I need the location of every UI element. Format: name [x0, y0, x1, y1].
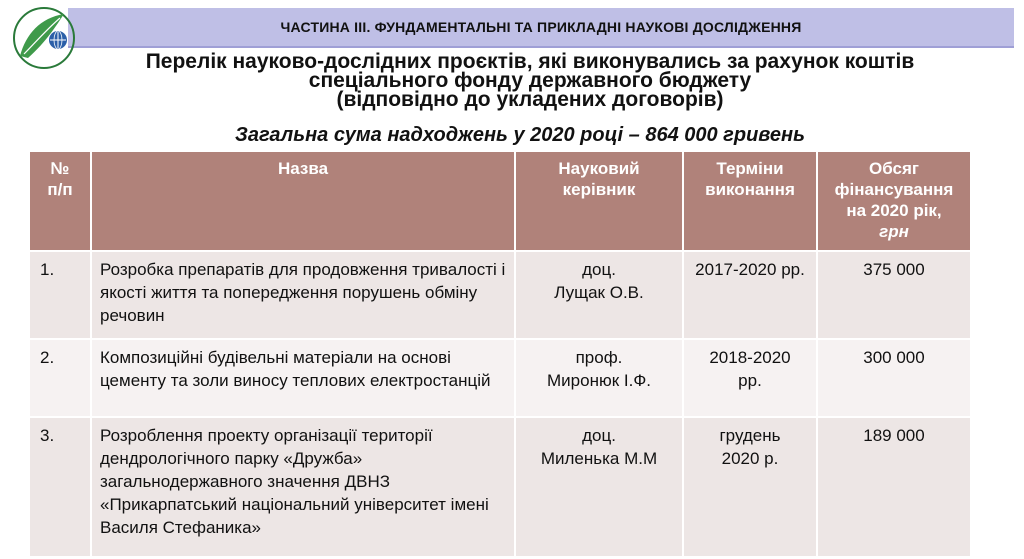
- row-supervisor-name: Миронюк І.Ф.: [547, 371, 651, 390]
- row-terms-line-2: 2020 р.: [721, 449, 779, 468]
- page-title-line-3: (відповідно до укладених договорів): [336, 88, 724, 111]
- header-funding: [817, 151, 971, 251]
- table-row: [29, 251, 971, 339]
- table-header-row: [29, 151, 971, 251]
- header-name: [91, 151, 515, 251]
- table-row: [29, 417, 971, 557]
- header-number: [29, 151, 91, 251]
- header-terms-line-1: Терміни: [716, 159, 784, 178]
- header-name-text: Назва: [277, 159, 329, 178]
- row-supervisor: [515, 417, 683, 557]
- header-supervisor-line-2: керівник: [562, 180, 636, 199]
- section-banner-text: ЧАСТИНА ІІІ. ФУНДАМЕНТАЛЬНІ ТА ПРИКЛАДНІ НАУКОВІ ДОСЛІДЖЕННЯ: [280, 19, 802, 35]
- row-supervisor-title: доц.: [582, 260, 616, 279]
- header-supervisor-line-1: Науковий: [558, 159, 640, 178]
- header-number-line-2: п/п: [47, 180, 73, 199]
- row-terms: [683, 339, 817, 417]
- row-terms-line-1: 2018-2020: [709, 348, 791, 367]
- row-terms-line-2: рр.: [738, 371, 762, 390]
- row-funding: 189 000: [817, 417, 971, 557]
- row-terms: [683, 251, 817, 339]
- row-project-name: Розроблення проекту організації території дендрологічного парку «Дружба» загальнодержавного значення ДВНЗ «Прикарпатський національний університет імені Василя Стефаника»: [91, 417, 515, 557]
- row-terms: [683, 417, 817, 557]
- row-funding: 375 000: [817, 251, 971, 339]
- header-funding-line-3: на 2020 рік,: [846, 201, 942, 220]
- header-funding-line-4: грн: [879, 222, 909, 241]
- row-supervisor-title: доц.: [582, 426, 616, 445]
- header-funding-line-2: фінансування: [834, 180, 954, 199]
- page-title-line-1: Перелік науково-дослідних проєктів, які виконувались за рахунок коштів: [145, 50, 915, 73]
- row-supervisor: [515, 251, 683, 339]
- row-project-name: Розробка препаратів для продовження тривалості і якості життя та попередження порушень обміну речовин: [91, 251, 515, 339]
- row-project-name: Композиційні будівельні матеріали на основі цементу та золи виносу теплових електростанцій: [91, 339, 515, 417]
- section-banner: [68, 8, 1014, 48]
- row-terms-line-1: грудень: [719, 426, 781, 445]
- projects-table: [28, 150, 972, 558]
- header-number-line-1: №: [50, 159, 70, 178]
- row-supervisor-name: Лущак О.В.: [554, 283, 644, 302]
- header-funding-line-1: Обсяг: [869, 159, 919, 178]
- row-supervisor-title: проф.: [575, 348, 623, 367]
- university-logo: [6, 4, 84, 72]
- row-number: 3.: [29, 417, 91, 557]
- row-terms-line-1: 2017-2020 рр.: [695, 260, 805, 279]
- row-number: 2.: [29, 339, 91, 417]
- page-title: [90, 52, 970, 109]
- page-title-line-2: спеціального фонду державного бюджету: [308, 69, 752, 92]
- header-terms-line-2: виконання: [705, 180, 795, 199]
- row-supervisor-name: Миленька М.М: [540, 449, 658, 468]
- header-supervisor: [515, 151, 683, 251]
- row-supervisor: [515, 339, 683, 417]
- row-funding: 300 000: [817, 339, 971, 417]
- header-terms: [683, 151, 817, 251]
- total-funding-subtitle: Загальна сума надходжень у 2020 році – 864 000 гривень: [235, 124, 805, 146]
- table-row: [29, 339, 971, 417]
- row-number: 1.: [29, 251, 91, 339]
